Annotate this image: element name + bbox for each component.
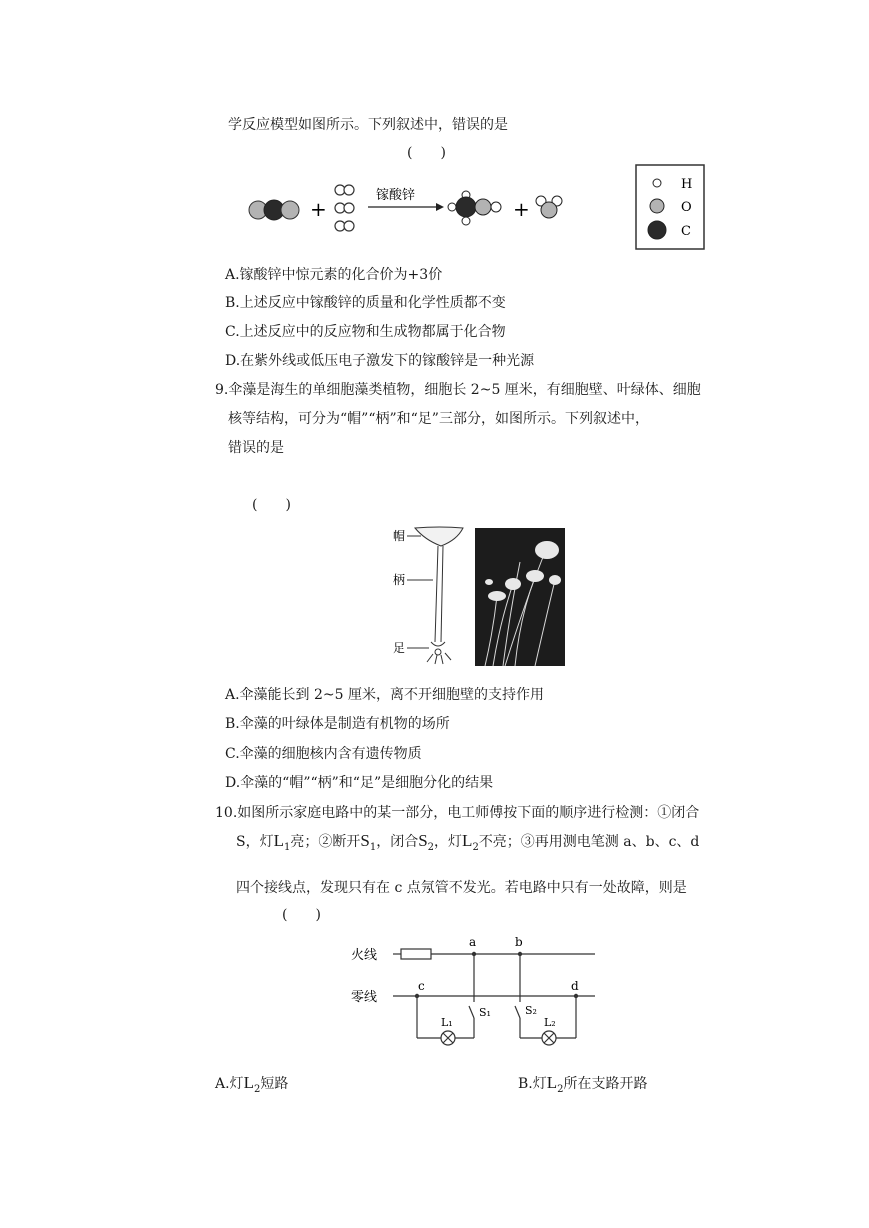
acetabularia-drawing bbox=[415, 527, 463, 664]
q9-stem-line3: 错误的是 bbox=[228, 440, 284, 456]
stalk-label: 柄 bbox=[393, 573, 406, 587]
q10-option-b: B.灯$L_2$所在支路开路 bbox=[518, 1073, 648, 1095]
plus-sign-1: + bbox=[310, 197, 327, 221]
lamp-l2-label: L₂ bbox=[544, 1016, 556, 1029]
q10-answer-paren: ( ) bbox=[282, 907, 321, 923]
atom-legend bbox=[636, 165, 704, 249]
q10-stem-line3: 四个接线点，发现只有在 c 点氖管不发光。若电路中只有一处故障，则是 bbox=[236, 880, 687, 896]
q8-option-d: D.在紫外线或低压电子激发下的镓酸锌是一种光源 bbox=[225, 353, 535, 369]
cap-label: 帽 bbox=[393, 529, 406, 543]
q9-stem-line2: 核等结构，可分为“帽”“柄”和“足”三部分，如图所示。下列叙述中， bbox=[228, 411, 649, 427]
q8-option-c: C.上述反应中的反应物和生成物都属于化合物 bbox=[225, 324, 506, 340]
legend-h-label: H bbox=[681, 177, 693, 192]
q9-option-d: D.伞藻的“帽”“柄”和“足”是细胞分化的结果 bbox=[225, 775, 494, 791]
q9-option-c: C.伞藻的细胞核内含有遗传物质 bbox=[225, 746, 422, 762]
q8-stem: 学反应模型如图所示。下列叙述中，错误的是 bbox=[228, 117, 508, 133]
q8-option-b: B.上述反应中镓酸锌的质量和化学性质都不变 bbox=[225, 295, 506, 311]
h2-molecules bbox=[335, 185, 354, 231]
catalyst-label: 镓酸锌 bbox=[376, 188, 416, 203]
q8-reaction-model bbox=[240, 163, 710, 253]
point-d-label: d bbox=[571, 979, 579, 993]
legend-c-label: C bbox=[681, 224, 691, 239]
q9-stem-line1: 9.伞藻是海生的单细胞藻类植物，细胞长 2~5 厘米，有细胞壁、叶绿体、细胞 bbox=[215, 382, 701, 398]
q9-option-a: A.伞藻能长到 2~5 厘米，离不开细胞壁的支持作用 bbox=[225, 687, 545, 703]
q10-stem-line1: 10.如图所示家庭电路中的某一部分，电工师傅按下面的顺序进行检测：①闭合 bbox=[215, 805, 700, 821]
q10-stem-line2: S，灯$L_1$亮；②断开$S_1$，闭合$S_2$，灯$L_2$不亮；③再用测电笔测 a、b、c、d bbox=[236, 831, 700, 853]
methanol-molecule bbox=[448, 191, 501, 225]
point-a-label: a bbox=[469, 935, 477, 949]
q9-option-b: B.伞藻的叶绿体是制造有机物的场所 bbox=[225, 716, 450, 732]
neutral-wire-label: 零线 bbox=[351, 990, 378, 1005]
point-c-label: c bbox=[418, 979, 425, 993]
live-wire-label: 火线 bbox=[351, 948, 378, 963]
point-b-label: b bbox=[515, 935, 523, 949]
circuit-diagram bbox=[345, 930, 605, 1060]
q8-answer-paren: ( ) bbox=[407, 145, 446, 161]
acetabularia-figure bbox=[385, 522, 570, 670]
q8-option-a: A.镓酸锌中惊元素的化合价为+3价 bbox=[225, 267, 443, 283]
q10-option-a: A.灯$L_2$短路 bbox=[215, 1073, 289, 1095]
plus-sign-2: + bbox=[513, 197, 530, 221]
acetabularia-photo bbox=[475, 528, 565, 666]
q9-answer-paren: ( ) bbox=[252, 497, 291, 513]
switch-s1-label: S₁ bbox=[479, 1006, 491, 1019]
legend-o-label: O bbox=[681, 200, 692, 215]
lamp-l1-label: L₁ bbox=[441, 1016, 453, 1029]
co2-molecule bbox=[249, 200, 299, 220]
switch-s2-label: S₂ bbox=[525, 1004, 537, 1017]
water-molecule bbox=[536, 196, 562, 218]
foot-label: 足 bbox=[393, 641, 406, 655]
